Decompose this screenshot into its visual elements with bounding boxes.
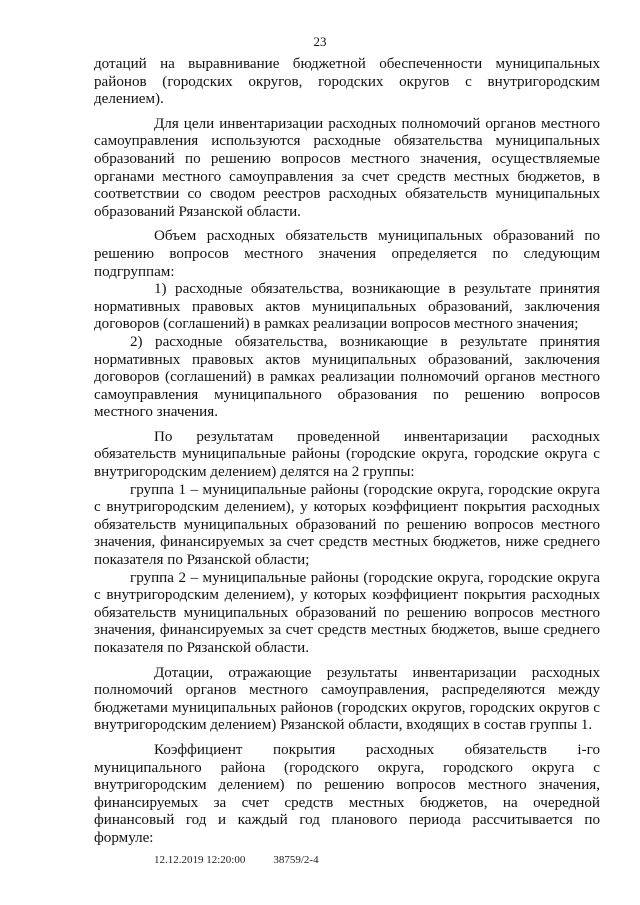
footer-timestamp: 12.12.2019 12:20:00 (154, 854, 246, 866)
paragraph-coverage-coefficient: Коэффициент покрытия расходных обязательств i-го муниципального района (городского округа, городского округа с внутригородским делением) по решению вопросов местного значения, финансируемых за счет средств местных бюджетов, на очередной финансовый год и каждый год планового периода рассчитывается по формуле: (94, 741, 600, 846)
footer-document-id: 38759/2-4 (273, 854, 319, 866)
paragraph-inventory-results: По результатам проведенной инвентаризации расходных обязательств муниципальные районы (городские округа, городские округа с внутригородским делением) делятся на 2 группы: (94, 428, 600, 481)
footer (154, 854, 319, 867)
list-item-subgroup-2: 2) расходные обязательства, возникающие в результате принятия нормативных правовых актов муниципальных образований, заключения договоров (соглашений) в рамках реализации полномочий органов местного самоуправления муниципального образования по решению вопросов местного значения. (94, 333, 600, 421)
paragraph-obligations-volume: Объем расходных обязательств муниципальных образований по решению вопросов местного значения определяется по следующим подгруппам: (94, 228, 600, 280)
list-item-group-1: группа 1 – муниципальные районы (городские округа, городские округа с внутригородским делением), у которых коэффициент покрытия расходных обязательств муниципальных образований по решению вопросов местного значения, финансируемых за счет средств местных бюджетов, ниже среднего показателя по Рязанской области; (94, 481, 600, 569)
document-body (94, 56, 600, 848)
list-item-group-2: группа 2 – муниципальные районы (городские округа, городские округа с внутригородским делением), у которых коэффициент покрытия расходных обязательств муниципальных образований по решению вопросов местного значения, финансируемых за счет средств местных бюджетов, выше среднего показателя по Рязанской области. (94, 569, 600, 656)
list-item-subgroup-1: 1) расходные обязательства, возникающие в результате принятия нормативных правовых актов муниципальных образований, заключения договоров (соглашений) в рамках реализации вопросов местного значения; (94, 281, 600, 333)
paragraph-continuation: дотаций на выравнивание бюджетной обеспеченности муниципальных районов (городских округов, городских округов с внутригородским делением). (94, 56, 600, 108)
page-number: 23 (313, 34, 327, 49)
paragraph-inventory-purpose: Для цели инвентаризации расходных полномочий органов местного самоуправления используются расходные обязательства муниципальных образований по решению вопросов местного значения, осуществляемые органами местного самоуправления за счет средств местных бюджетов, в соответствии со сводом реестров расходных обязательств муниципальных образований Рязанской области. (94, 115, 600, 220)
paragraph-grants-distribution: Дотации, отражающие результаты инвентаризации расходных полномочий органов местного самоуправления, распределяются между бюджетами муниципальных районов (городских округов, городских округов с внутригородским делением) Рязанской области, входящих в состав группы 1. (94, 664, 600, 734)
